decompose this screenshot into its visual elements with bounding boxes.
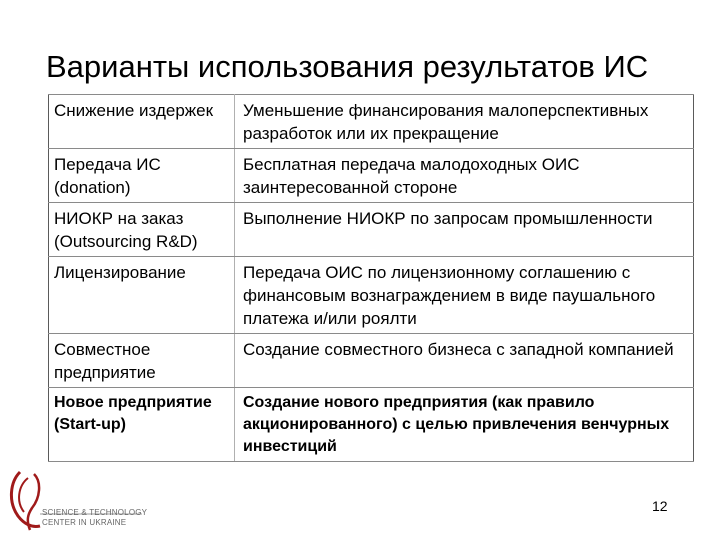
table-row — [49, 334, 694, 388]
logo-line1: SCIENCE & TECHNOLOGY — [42, 508, 148, 517]
row-term: Передача ИС (donation) — [49, 149, 235, 203]
table-row — [49, 95, 694, 149]
row-term: НИОКР на заказ (Outsourcing R&D) — [49, 203, 235, 257]
row-description: Выполнение НИОКР по запросам промышленности — [235, 203, 694, 257]
page-number: 12 — [652, 498, 668, 514]
slide-title: Варианты использования результатов ИС — [46, 49, 649, 84]
row-description: Создание нового предприятия (как правило акционированного) с целью привлечения венчурных инвестиций — [235, 388, 694, 462]
logo-line2: CENTER IN UKRAINE — [42, 518, 127, 527]
row-term: Снижение издержек — [49, 95, 235, 149]
row-description: Создание совместного бизнеса с западной компанией — [235, 334, 694, 388]
row-term: Совместное предприятие — [49, 334, 235, 388]
usage-options-table — [48, 94, 694, 462]
row-description: Уменьшение финансирования малоперспективных разработок или их прекращение — [235, 95, 694, 149]
table-row — [49, 388, 694, 462]
row-term: Лицензирование — [49, 257, 235, 334]
table-row — [49, 149, 694, 203]
logo-text — [42, 508, 147, 528]
table-row — [49, 257, 694, 334]
row-description: Передача ОИС по лицензионному соглашению с финансовым вознаграждением в виде паушального платежа и/или роялти — [235, 257, 694, 334]
row-term: Новое предприятие (Start-up) — [49, 388, 235, 462]
row-description: Бесплатная передача малодоходных ОИС заинтересованной стороне — [235, 149, 694, 203]
table-row — [49, 203, 694, 257]
